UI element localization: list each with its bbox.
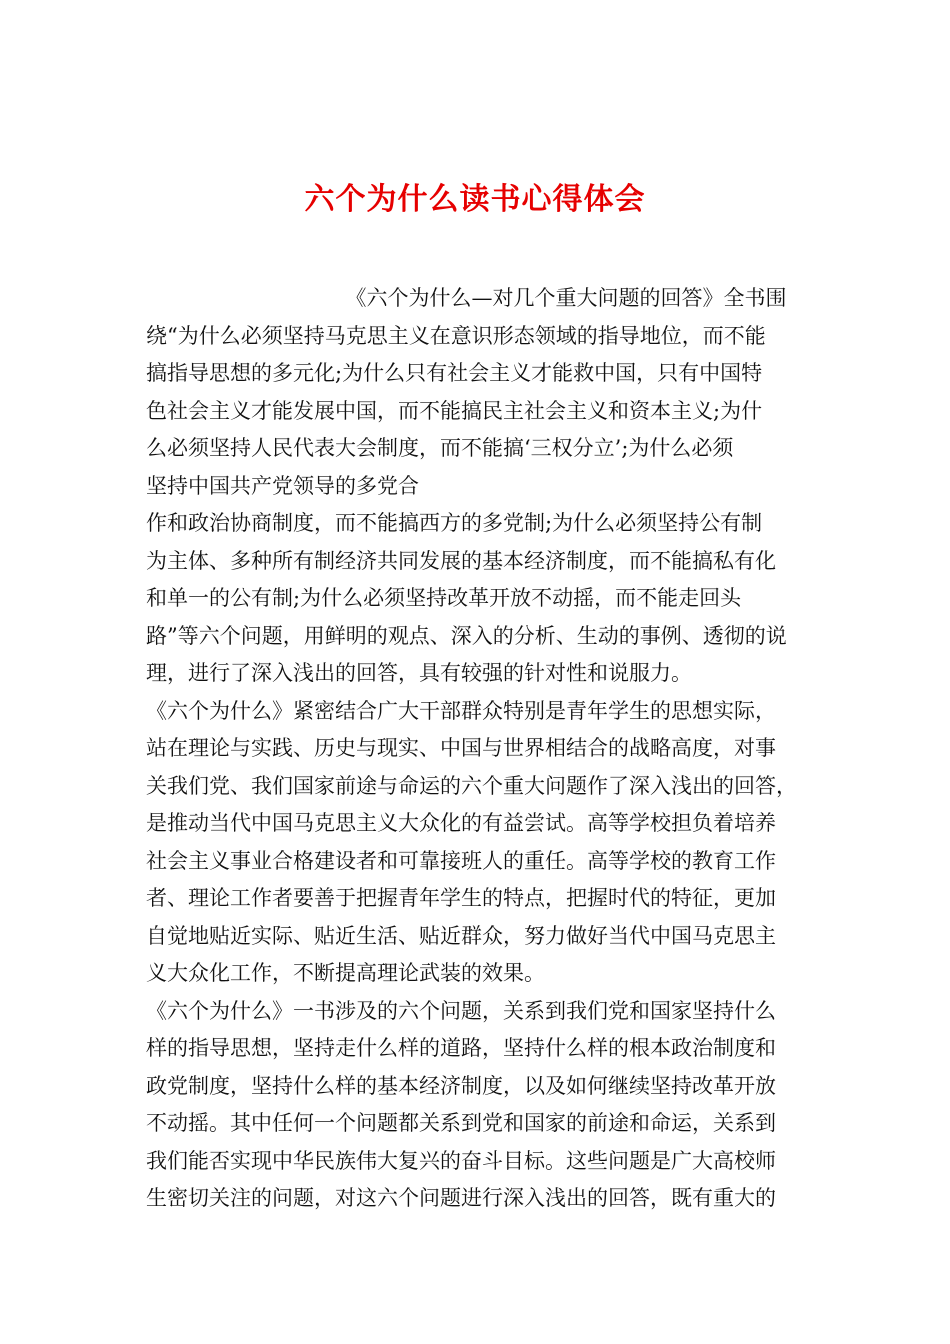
body-line: 是推动当代中国马克思主义大众化的有益尝试。高等学校担负着培养 <box>146 811 776 835</box>
body-line: 《六个为什么》紧密结合广大干部群众特别是青年学生的思想实际， <box>146 698 776 723</box>
body-line: 者、理论工作者要善于把握青年学生的特点，把握时代的特征，更加 <box>146 886 776 910</box>
body-line: 义大众化工作，不断提高理论武装的效果。 <box>146 961 545 985</box>
body-line: 为主体、多种所有制经济共同发展的基本经济制度，而不能搞私有化 <box>146 548 776 573</box>
body-line: 绕“为什么必须坚持马克思主义在意识形态领域的指导地位，而不能 <box>146 323 766 348</box>
body-line: 和单一的公有制;为什么必须坚持改革开放不动摇，而不能走回头 <box>146 586 742 610</box>
document-body <box>146 280 810 1218</box>
body-line: 《六个为什么—对几个重大问题的回答》全书围 <box>146 286 787 310</box>
document-title: 六个为什么读书心得体会 <box>304 182 646 217</box>
body-line: 不动摇。其中任何一个问题都关系到党和国家的前途和命运，关系到 <box>146 1111 776 1135</box>
body-line: 么必须坚持人民代表大会制度，而不能搞‘三权分立’;为什么必须 <box>146 436 734 460</box>
body-line: 生密切关注的问题，对这六个问题进行深入浅出的回答，既有重大的 <box>146 1186 776 1210</box>
body-line: 理，进行了深入浅出的回答，具有较强的针对性和说服力。 <box>146 661 692 685</box>
body-line: 自觉地贴近实际、贴近生活、贴近群众，努力做好当代中国马克思主 <box>146 923 776 948</box>
body-line: 坚持中国共产党领导的多党合 <box>146 473 419 498</box>
body-line: 政党制度，坚持什么样的基本经济制度，以及如何继续坚持改革开放 <box>146 1073 776 1098</box>
body-line: 我们能否实现中华民族伟大复兴的奋斗目标。这些问题是广大高校师 <box>146 1148 776 1173</box>
body-line: 色社会主义才能发展中国，而不能搞民主社会主义和资本主义;为什 <box>146 398 763 423</box>
body-line: 站在理论与实践、历史与现实、中国与世界相结合的战略高度，对事 <box>146 736 776 760</box>
body-line: 社会主义事业合格建设者和可靠接班人的重任。高等学校的教育工作 <box>146 848 776 873</box>
body-line: 样的指导思想，坚持走什么样的道路，坚持什么样的根本政治制度和 <box>146 1036 776 1060</box>
body-line: 关我们党、我们国家前途与命运的六个重大问题作了深入浅出的回答， <box>146 773 797 798</box>
body-line: 搞指导思想的多元化;为什么只有社会主义才能救中国，只有中国特 <box>146 361 763 385</box>
body-line: 《六个为什么》一书涉及的六个问题，关系到我们党和国家坚持什么 <box>146 998 776 1023</box>
body-line: 路”等六个问题，用鲜明的观点、深入的分析、生动的事例、透彻的说 <box>146 623 787 648</box>
body-line: 作和政治协商制度，而不能搞西方的多党制;为什么必须坚持公有制 <box>146 511 763 535</box>
